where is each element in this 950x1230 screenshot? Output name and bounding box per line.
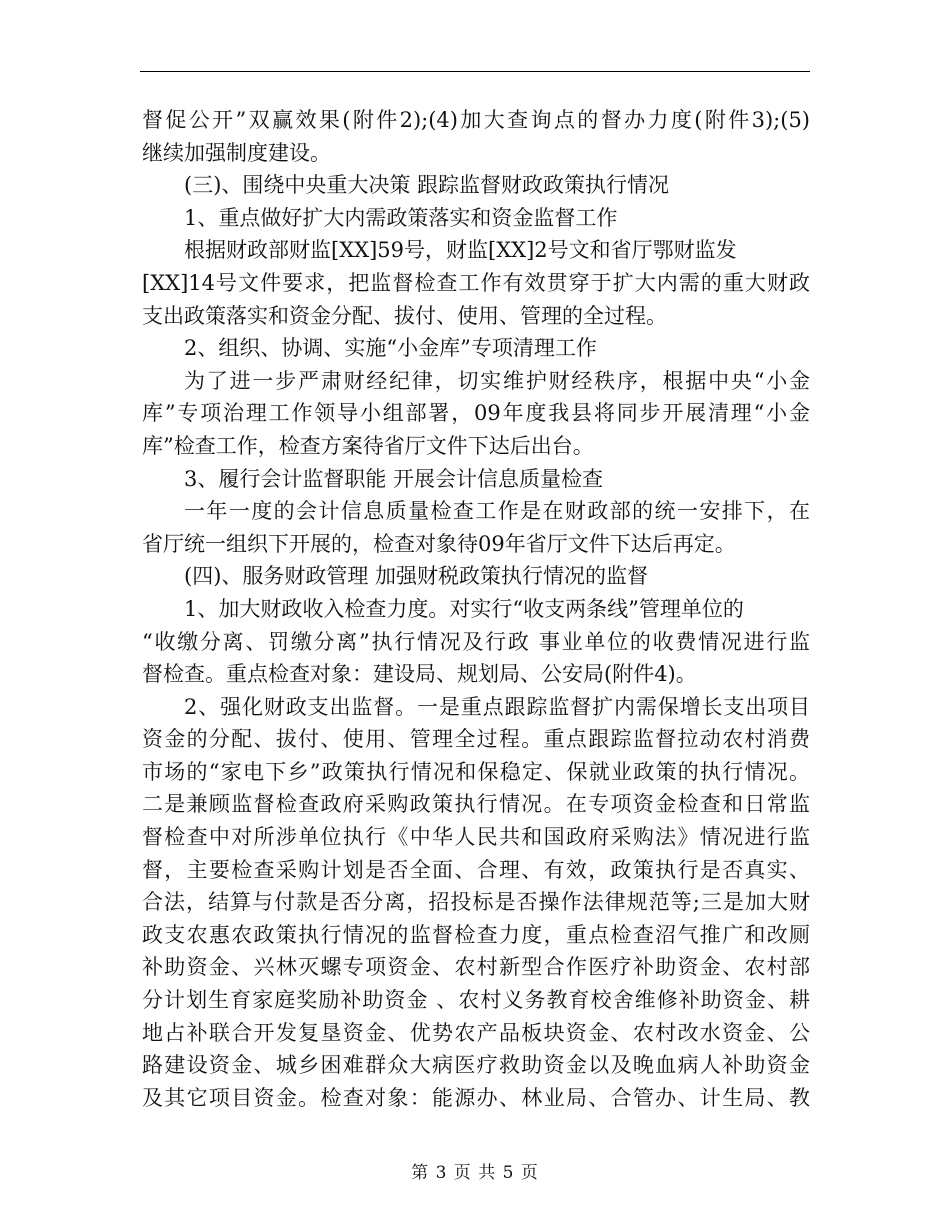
text-line: 支出政策落实和资金分配、拔付、使用、管理的全过程。	[142, 303, 667, 328]
text-line: 分计划生育家庭奖励补助资金 、农村义务教育校舍维修补助资金、耕	[142, 988, 810, 1013]
text-line: 督检查。重点检查对象：建设局、规划局、公安局(附件4)。	[142, 662, 697, 687]
text-line: [XX]14号文件要求，把监督检查工作有效贯穿于扩大内需的重大财政	[142, 270, 810, 295]
page-footer: 第 3 页 共 5 页	[411, 1163, 539, 1183]
text-line: 补助资金、兴林灭螺专项资金、农村新型合作医疗补助资金、农村部	[142, 955, 810, 980]
text-line: 1、重点做好扩大内需政策落实和资金监督工作	[184, 205, 618, 230]
text-line: 督促公开”双赢效果(附件2);(4)加大查询点的督办力度(附件3);(5)	[142, 108, 810, 132]
text-line: (三)、围绕中央重大决策 跟踪监督财政政策执行情况	[184, 173, 670, 198]
text-line: 一年一度的会计信息质量检查工作是在财政部的统一安排下，在	[184, 499, 810, 524]
text-line: 继续加强制度建设。	[142, 140, 331, 165]
text-line: 市场的“家电下乡”政策执行情况和保稳定、保就业政策的执行情况。	[142, 759, 810, 784]
text-line: 政支农惠农政策执行情况的监督检查力度，重点检查沼气推广和改厕	[142, 922, 810, 947]
text-line: 为了进一步严肃财经纪律，切实维护财经秩序，根据中央“小金	[184, 368, 810, 393]
header-rule	[140, 71, 810, 72]
text-line: 督检查中对所涉单位执行《中华人民共和国政府采购法》情况进行监	[142, 825, 810, 850]
text-line: “收缴分离、罚缴分离”执行情况及行政 事业单位的收费情况进行监	[142, 629, 810, 654]
text-line: 1、加大财政收入检查力度。对实行“收支两条线”管理单位的	[184, 596, 744, 621]
text-line: 库”检查工作，检查方案待省厅文件下达后出台。	[142, 433, 594, 458]
text-line: (四)、服务财政管理 加强财税政策执行情况的监督	[184, 564, 649, 589]
text-line: 及其它项目资金。检查对象：能源办、林业局、合管办、计生局、教	[142, 1085, 810, 1110]
text-line: 根据财政部财监[XX]59号，财监[XX]2号文和省厅鄂财监发	[184, 238, 737, 263]
text-line: 2、组织、协调、实施“小金库”专项清理工作	[184, 336, 597, 361]
text-line: 2、强化财政支出监督。一是重点跟踪监督扩内需保增长支出项目	[184, 694, 810, 719]
text-line: 路建设资金、城乡困难群众大病医疗救助资金以及晚血病人补助资金	[142, 1053, 810, 1078]
text-line: 3、履行会计监督职能 开展会计信息质量检查	[184, 466, 604, 491]
text-line: 督，主要检查采购计划是否全面、合理、有效，政策执行是否真实、	[142, 857, 810, 882]
text-line: 地占补联合开发复垦资金、优势农产品板块资金、农村改水资金、公	[142, 1020, 810, 1045]
text-line: 资金的分配、拔付、使用、管理全过程。重点跟踪监督拉动农村消费	[142, 727, 810, 752]
text-line: 二是兼顾监督检查政府采购政策执行情况。在专项资金检查和日常监	[142, 792, 810, 817]
document-body	[142, 104, 810, 1114]
text-line: 省厅统一组织下开展的，检查对象待09年省厅文件下达后再定。	[142, 531, 736, 556]
text-line: 库”专项治理工作领导小组部署，09年度我县将同步开展清理“小金	[142, 401, 810, 426]
text-line: 合法，结算与付款是否分离，招投标是否操作法律规范等;三是加大财	[142, 890, 810, 915]
